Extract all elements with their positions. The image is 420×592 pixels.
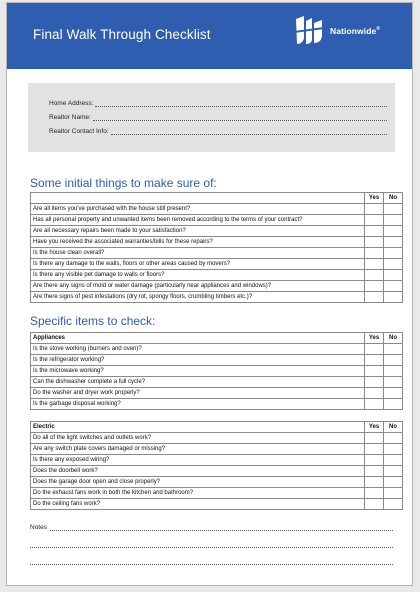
no-checkbox[interactable] — [384, 366, 403, 377]
checklist-question: Have you received the associated warranties/bills for these repairs? — [31, 237, 365, 248]
table-row — [31, 292, 403, 303]
no-checkbox[interactable] — [384, 444, 403, 455]
checklist-question: Are all items you've purchased with the house still present? — [31, 204, 365, 215]
no-checkbox[interactable] — [384, 226, 403, 237]
yes-checkbox[interactable] — [365, 477, 384, 488]
checklist-question: Are all necessary repairs been made to your satisfaction? — [31, 226, 365, 237]
yes-checkbox[interactable] — [365, 499, 384, 510]
notes-area — [30, 521, 393, 565]
no-checkbox[interactable] — [384, 455, 403, 466]
checklist-question: Is the stove working (burners and oven)? — [31, 344, 365, 355]
table-row — [31, 499, 403, 510]
table-row — [31, 204, 403, 215]
table-row — [31, 399, 403, 410]
table-row — [31, 477, 403, 488]
yes-checkbox[interactable] — [365, 344, 384, 355]
table-row — [31, 488, 403, 499]
table-row — [31, 215, 403, 226]
home-address-row — [49, 97, 387, 107]
checklist-question: Are any switch plate covers damaged or missing? — [31, 444, 365, 455]
table-row — [31, 248, 403, 259]
no-checkbox[interactable] — [384, 488, 403, 499]
initial-checklist-table — [30, 192, 403, 303]
no-checkbox[interactable] — [384, 215, 403, 226]
yes-checkbox[interactable] — [365, 377, 384, 388]
yes-checkbox[interactable] — [365, 399, 384, 410]
yes-checkbox[interactable] — [365, 226, 384, 237]
checklist-question: Are there any signs of mold or water damage (particularly near appliances and windows)? — [31, 281, 365, 292]
notes-field[interactable] — [50, 524, 393, 531]
yes-checkbox[interactable] — [365, 292, 384, 303]
yes-checkbox[interactable] — [365, 433, 384, 444]
checklist-question: Do the washer and dryer work properly? — [31, 388, 365, 399]
table-header-row — [31, 193, 403, 204]
no-checkbox[interactable] — [384, 399, 403, 410]
header-banner — [7, 3, 412, 69]
checklist-question: Does the garage door open and close properly? — [31, 477, 365, 488]
checklist-question: Do all of the light switches and outlets work? — [31, 433, 365, 444]
checklist-question: Is the microwave working? — [31, 366, 365, 377]
checklist-question: Has all personal property and unwanted items been removed according to the terms of your contract? — [31, 215, 365, 226]
checklist-question: Is the house clean overall? — [31, 248, 365, 259]
notes-first-line — [30, 521, 393, 531]
table-row — [31, 270, 403, 281]
no-checkbox[interactable] — [384, 344, 403, 355]
yes-checkbox[interactable] — [365, 488, 384, 499]
checklist-question: Does the doorbell work? — [31, 466, 365, 477]
no-header: No — [384, 193, 403, 204]
section-initial-title: Some initial things to make sure of: — [30, 176, 217, 190]
yes-checkbox[interactable] — [365, 466, 384, 477]
table-row — [31, 366, 403, 377]
checklist-page — [6, 2, 413, 586]
notes-line[interactable] — [30, 548, 393, 565]
table-row — [31, 237, 403, 248]
yes-checkbox[interactable] — [365, 281, 384, 292]
no-checkbox[interactable] — [384, 433, 403, 444]
checklist-question: Is the garbage disposal working? — [31, 399, 365, 410]
home-address-label: Home Address: — [49, 100, 94, 107]
no-checkbox[interactable] — [384, 270, 403, 281]
table-row — [31, 377, 403, 388]
no-checkbox[interactable] — [384, 237, 403, 248]
no-checkbox[interactable] — [384, 292, 403, 303]
yes-checkbox[interactable] — [365, 444, 384, 455]
yes-checkbox[interactable] — [365, 388, 384, 399]
yes-checkbox[interactable] — [365, 204, 384, 215]
yes-checkbox[interactable] — [365, 355, 384, 366]
yes-checkbox[interactable] — [365, 248, 384, 259]
electric-table — [30, 421, 403, 510]
checklist-question: Do the exhaust fans work in both the kitchen and bathroom? — [31, 488, 365, 499]
realtor-name-field[interactable] — [93, 114, 387, 121]
checklist-question: Is the refrigerator working? — [31, 355, 365, 366]
yes-checkbox[interactable] — [365, 259, 384, 270]
yes-header: Yes — [365, 422, 384, 433]
notes-label: Notes — [30, 524, 47, 531]
table-row — [31, 444, 403, 455]
realtor-name-label: Realtor Name: — [49, 114, 91, 121]
table-row — [31, 355, 403, 366]
no-header: No — [384, 333, 403, 344]
no-checkbox[interactable] — [384, 466, 403, 477]
table-row — [31, 226, 403, 237]
table-header-row — [31, 333, 403, 344]
realtor-contact-label: Realtor Contact Info: — [49, 128, 109, 135]
yes-checkbox[interactable] — [365, 455, 384, 466]
realtor-contact-field[interactable] — [111, 128, 387, 135]
table-row — [31, 466, 403, 477]
appliances-header: Appliances — [31, 333, 365, 344]
contact-info-box — [28, 83, 395, 152]
table-row — [31, 259, 403, 270]
yes-checkbox[interactable] — [365, 215, 384, 226]
electric-header: Electric — [31, 422, 365, 433]
home-address-field[interactable] — [95, 100, 387, 107]
table-row — [31, 281, 403, 292]
yes-checkbox[interactable] — [365, 237, 384, 248]
appliances-table — [30, 332, 403, 410]
checklist-question: Do the ceiling fans work? — [31, 499, 365, 510]
no-checkbox[interactable] — [384, 377, 403, 388]
question-header-cell — [31, 193, 365, 204]
yes-header: Yes — [365, 333, 384, 344]
checklist-question: Is there any visible pet damage to walls or floors? — [31, 270, 365, 281]
yes-checkbox[interactable] — [365, 366, 384, 377]
no-checkbox[interactable] — [384, 248, 403, 259]
no-checkbox[interactable] — [384, 477, 403, 488]
table-row — [31, 433, 403, 444]
yes-header: Yes — [365, 193, 384, 204]
section-specific-title: Specific items to check: — [30, 314, 156, 328]
no-checkbox[interactable] — [384, 355, 403, 366]
table-header-row — [31, 422, 403, 433]
yes-checkbox[interactable] — [365, 270, 384, 281]
table-row — [31, 388, 403, 399]
table-row — [31, 455, 403, 466]
notes-line[interactable] — [30, 531, 393, 548]
checklist-question: Is there any exposed wiring? — [31, 455, 365, 466]
checklist-question: Are there signs of pest infestations (dry rot, spongy floors, crumbling timbers etc.)? — [31, 292, 365, 303]
nationwide-logo — [292, 15, 380, 47]
realtor-contact-row — [49, 125, 387, 135]
no-checkbox[interactable] — [384, 281, 403, 292]
no-checkbox[interactable] — [384, 499, 403, 510]
logo-wordmark: Nationwide® — [330, 26, 381, 36]
realtor-name-row — [49, 111, 387, 121]
no-header: No — [384, 422, 403, 433]
table-row — [31, 344, 403, 355]
no-checkbox[interactable] — [384, 204, 403, 215]
checklist-question: Is there any damage to the walls, floors or other areas caused by movers? — [31, 259, 365, 270]
checklist-question: Can the dishwasher complete a full cycle? — [31, 377, 365, 388]
eagle-logo-icon — [292, 15, 326, 47]
no-checkbox[interactable] — [384, 388, 403, 399]
page-title: Final Walk Through Checklist — [33, 27, 211, 42]
no-checkbox[interactable] — [384, 259, 403, 270]
